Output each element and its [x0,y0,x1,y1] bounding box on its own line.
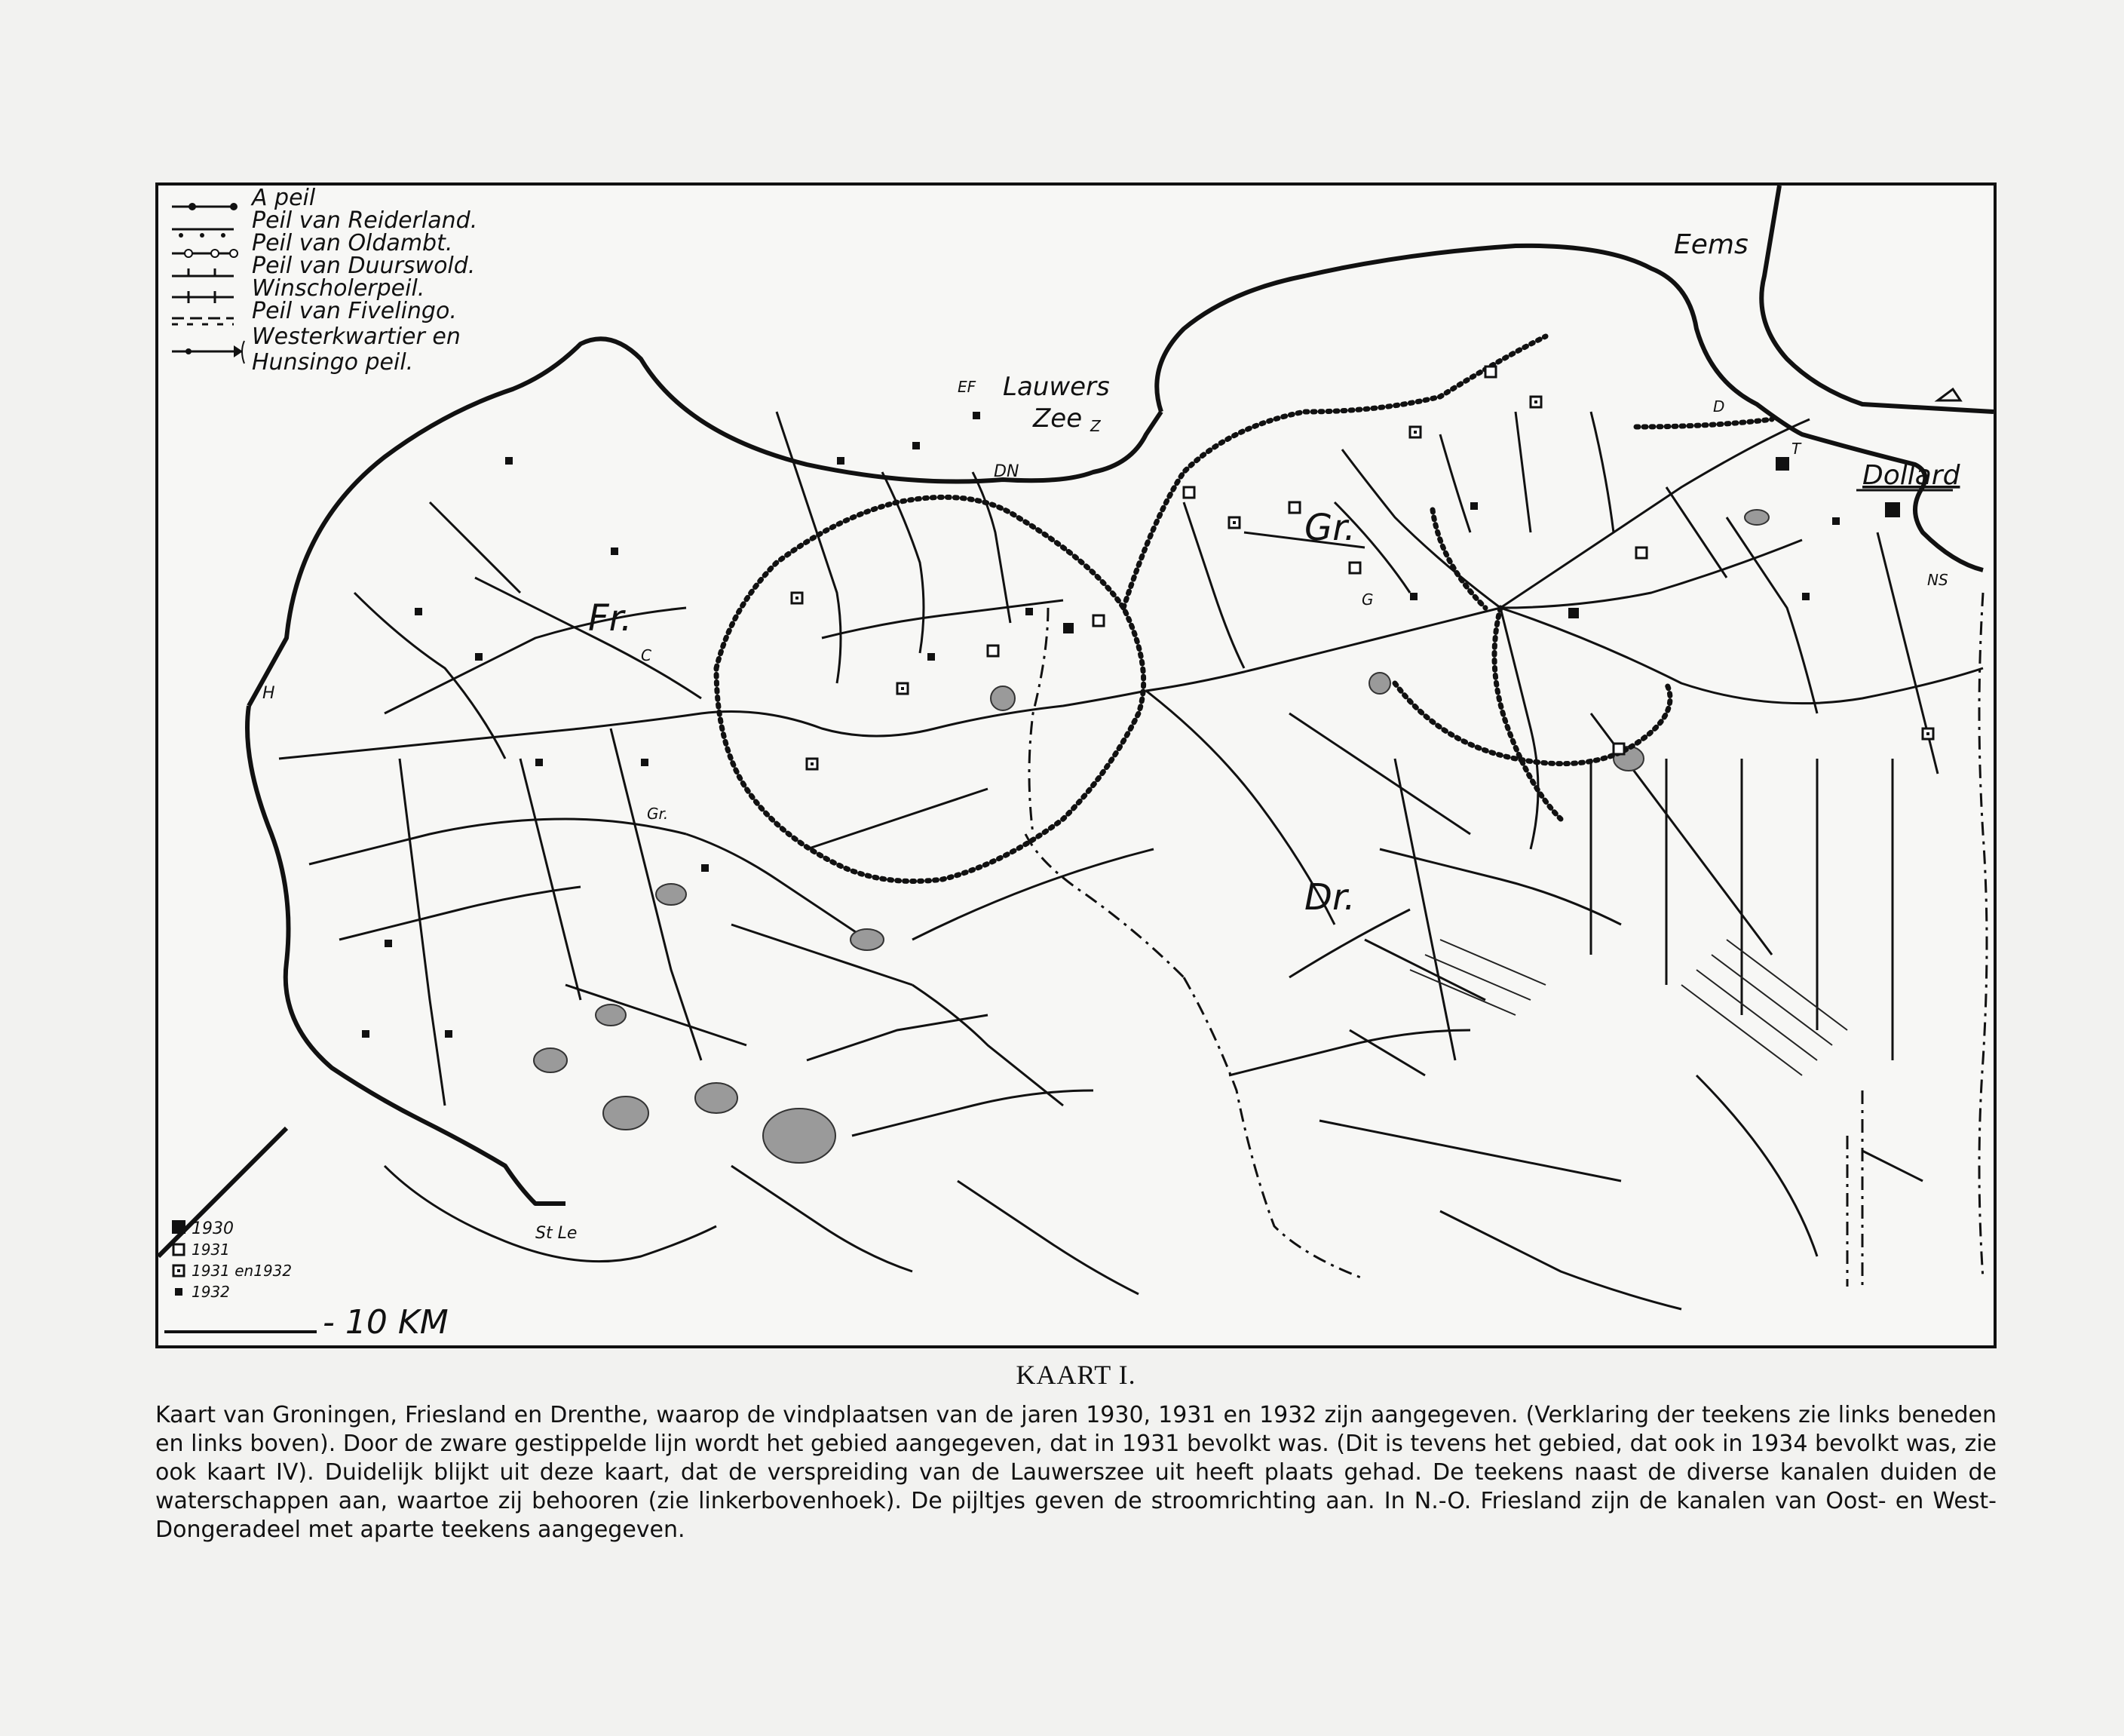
label-g: G [1362,590,1374,609]
legend-label-fivelingo: Peil van Fivelingo. [252,298,457,324]
year-label-1931: 1931 [192,1241,230,1259]
label-dn: DN [994,462,1019,481]
label-z: Z [1090,417,1101,435]
year-legend [172,1219,292,1301]
label-friesland: Fr. [588,597,633,639]
line-dots-icon [172,229,234,238]
line-crossticks-icon [172,291,234,303]
find-sites [362,367,1994,1038]
caption-title: KAART I. [1016,1360,1136,1390]
label-ef: EF [958,378,976,396]
label-drenthe: Dr. [1304,876,1356,919]
line-ticks-icon [172,268,234,276]
dotted-square-icon [173,1265,184,1276]
scale-label: - 10 KM [323,1303,449,1342]
populated-1931-boundary [716,336,1772,882]
line-dot-end-icon [172,203,238,210]
year-label-1932: 1932 [192,1283,230,1301]
label-eems: Eems [1674,229,1749,260]
label-zee: Zee [1033,403,1083,434]
province-borders [1025,593,1987,1287]
legend-label-a-peil: A peil [252,186,316,211]
legend-label-reiderland: Peil van Reiderland. [252,207,478,234]
caption-text: Kaart van Groningen, Friesland en Drenthe, waarop de vindplaatsen van de jaren 1930, 1931 en 1932 zijn aangegeven. (Verklaring der teekens zie links beneden en links boven). Door de zware gestippelde lijn wordt het gebied aangegeven, dat in 1931 bevolkt was. (Dit is tevens het gebied, dat ook in 1934 bevolkt was, zie ook kaart IV). Duidelijk blijkt uit deze kaart, dat de verspreiding van de Lauwerszee uit heeft plaats gehad. De teekens naast de diverse kanalen duiden de waterschappen aan, waartoe zij behooren (zie linkerbovenhoek). De pijltjes geven de stroomrichting aan. In N.-O. Friesland zijn de kanalen van Oost- en West-Dongeradeel met aparte teekens aangegeven. [155,1402,1997,1543]
label-t: T [1791,440,1801,458]
year-label-1931-1932: 1931 en1932 [192,1262,293,1280]
line-arrow-icon [172,341,244,363]
canal-network [279,412,1983,1309]
legend-label-hunsingo: Hunsingo peil. [252,349,414,376]
legend-label-oldambt: Peil van Oldambt. [252,230,453,256]
label-d: D [1713,397,1725,416]
label-groningen: Gr. [1304,507,1356,549]
line-double-dash-icon [172,318,234,324]
label-c: C [641,646,651,664]
caption [155,1359,1997,1544]
label-h: H [262,684,275,703]
canal-legend [172,186,477,376]
label-st-le: St Le [535,1224,578,1243]
lakes [534,510,1769,1163]
label-dollard: Dollard [1862,460,1960,491]
map-canvas [158,186,1994,1345]
filled-square-icon [172,1220,185,1234]
label-lauwers: Lauwers [1003,372,1110,402]
scale-bar [164,1303,449,1342]
label-gr-small: Gr. [647,805,669,823]
label-ns: NS [1927,571,1948,589]
year-label-1930: 1930 [192,1219,234,1238]
place-labels [262,229,1961,1243]
map-frame [155,182,1997,1348]
small-filled-square-icon [175,1288,182,1296]
line-circles-icon [172,250,238,257]
legend-label-winscholer: Winscholerpeil. [252,275,425,302]
label-dollard-group [1856,460,1961,491]
legend-label-duurswold: Peil van Duurswold. [252,253,476,279]
legend-label-westerkwartier: Westerkwartier en [252,324,461,350]
open-square-icon [173,1244,184,1255]
